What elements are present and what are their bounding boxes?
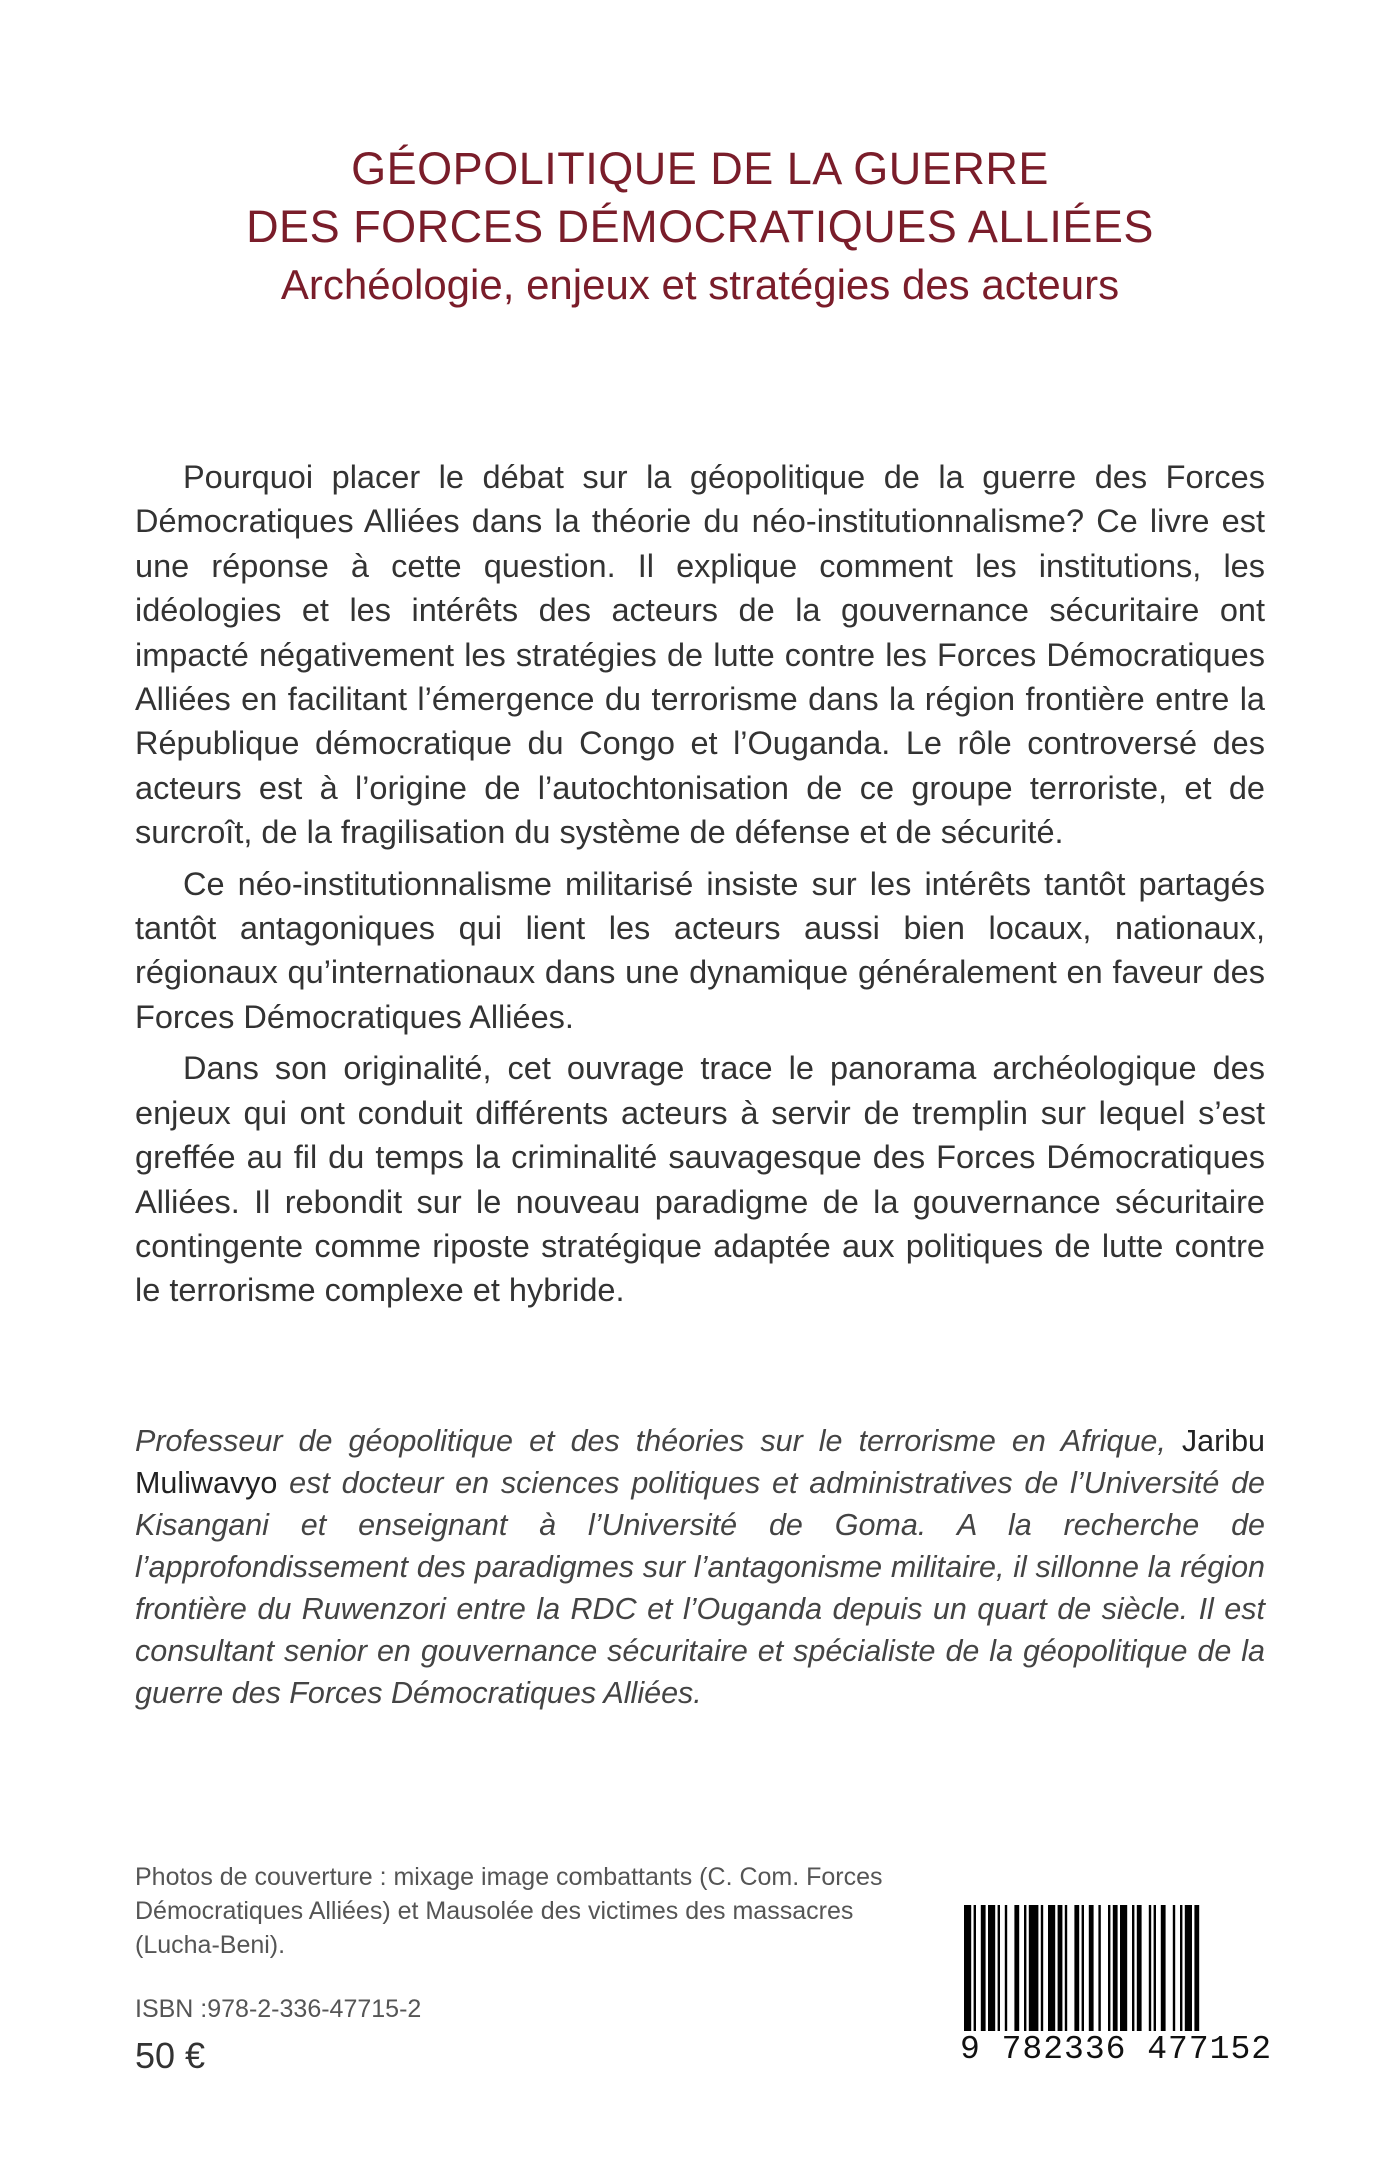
- barcode-digits: 9 782336 477152: [960, 2031, 1273, 2068]
- author-bio-text: est docteur en sciences politiques et administratives de l’Université de Kisangani et enseignant à l’Université de Goma. A la recherche de l’approfondissement des paradigmes sur l’antagonisme militaire, il sillonne la région frontière du Ruwenzori entre la RDC et l’Ouganda depuis un quart de siècle. Il est consultant senior en gouvernance sécuritaire et spécialiste de la géopolitique de la guerre des Forces Démocratiques Alliées.: [135, 1466, 1265, 1710]
- back-cover-summary: [135, 455, 1265, 1320]
- summary-paragraph-2: Ce néo-institutionnalisme militarisé insiste sur les intérêts tantôt partagés tantôt antagoniques qui lient les acteurs aussi bien locaux, nationaux, régionaux qu’internationaux dans une dynamique généralement en faveur des Forces Démocratiques Alliées.: [135, 865, 1265, 1035]
- author-bio-intro: Professeur de géopolitique et des théories sur le terrorisme en Afrique,: [135, 1424, 1182, 1458]
- isbn: ISBN :978-2-336-47715-2: [135, 1995, 422, 2023]
- title-block: [0, 140, 1400, 314]
- book-title-line-2: DES FORCES DÉMOCRATIQUES ALLIÉES: [246, 201, 1154, 252]
- author-bio: [135, 1420, 1265, 1714]
- book-title-line-1: GÉOPOLITIQUE DE LA GUERRE: [351, 143, 1049, 194]
- price: 50 €: [135, 2035, 206, 2076]
- book-subtitle: Archéologie, enjeux et stratégies des acteurs: [280, 261, 1120, 308]
- barcode-bars-icon: [960, 1905, 1265, 2031]
- barcode: [960, 1905, 1273, 2075]
- photo-credits: Photos de couverture : mixage image combattants (C. Com. Forces Démocratiques Alliées) et Mausolée des victimes des massacres (Lucha-Beni).: [135, 1863, 883, 1959]
- author-name: Jaribu Muliwavyo: [135, 1424, 1265, 1500]
- summary-paragraph-1: Pourquoi placer le débat sur la géopolitique de la guerre des Forces Démocratiques Alliées dans la théorie du néo-institutionnalisme? Ce livre est une réponse à cette question. Il explique comment les institutions, les idéologies et les intérêts des acteurs de la gouvernance sécuritaire ont impacté négativement les stratégies de lutte contre les Forces Démocratiques Alliées en facilitant l’émergence du terrorisme dans la région frontière entre la République démocratique du Congo et l’Ouganda. Le rôle controversé des acteurs est à l’origine de l’autochtonisation de ce groupe terroriste, et de surcroît, de la fragilisation du système de défense et de sécurité.: [135, 459, 1265, 851]
- summary-paragraph-3: Dans son originalité, cet ouvrage trace le panorama archéologique des enjeux qui ont conduit différents acteurs à servir de tremplin sur lequel s’est greffée au fil du temps la criminalité sauvagesque des Forces Démocratiques Alliées. Il rebondit sur le nouveau paradigme de la gouvernance sécuritaire contingente comme riposte stratégique adaptée aux politiques de lutte contre le terrorisme complexe et hybride.: [135, 1050, 1265, 1309]
